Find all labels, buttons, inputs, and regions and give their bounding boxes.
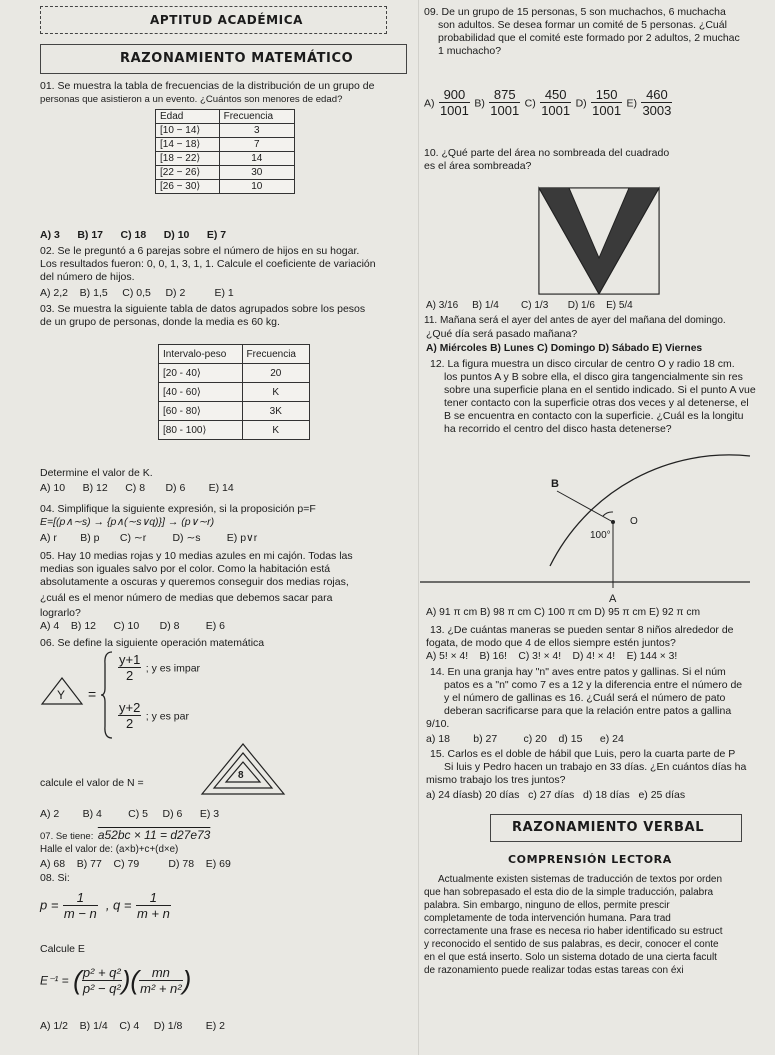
q06-equals: = [88, 686, 97, 702]
q08-p-num: 1 [63, 890, 98, 906]
q09-text2: son adultos. Se desea formar un comité de 5 personas. ¿Cuál [438, 19, 727, 31]
q03-row3-i: [60 - 80⟩ [159, 402, 243, 421]
q09-opt-c [540, 87, 571, 118]
q02-text3: del número de hijos. [40, 271, 135, 283]
comprension-header: COMPRENSIÓN LECTORA [508, 853, 672, 866]
q12-text4: tener contacto con la superficie otras dos veces y al detenerse, el [444, 397, 749, 409]
q03-col-frecuencia: Frecuencia [242, 345, 309, 364]
q02-options: A) 2,2 B) 1,5 C) 0,5 D) 2 E) 1 [40, 287, 234, 299]
q09-opt-c-num: 450 [540, 87, 571, 103]
q09-opt-a-label: A) [424, 97, 435, 110]
q08-q-den: m + n [136, 906, 170, 921]
verbal-line4: completamente de toda intervención humana. Para trad [424, 913, 671, 924]
q01-row1-f: 3 [219, 124, 294, 138]
q09-opt-a [439, 87, 470, 118]
q14-text4: deberan sacrificarse para que la relación entre patos a gallina [444, 705, 732, 717]
q06-case2-num: y+2 [119, 700, 141, 715]
q01-text2: personas que asistieron a un evento. ¿Cuántos son menores de edad? [40, 94, 343, 105]
q12-text5: B se encuentra en contacto con la superficie. ¿Cuál es la longitu [444, 410, 744, 422]
q06-case1 [118, 652, 200, 683]
q06-options: A) 2 B) 4 C) 5 D) 6 E) 3 [40, 808, 220, 820]
verbal-line1: Actualmente existen sistemas de traducción de textos por orden [438, 874, 723, 885]
q06-calc: calcule el valor de N = [40, 777, 144, 789]
q09-text4: 1 muchacho? [438, 45, 502, 57]
q01-row3-f: 14 [219, 152, 294, 166]
q08-e-expr: E⁻¹ = ( $\frac{\text{p² + q²}}{\text{p² − q²}}$ )( $\frac{mn}{\text{m² + n²}}$ ) [40, 965, 192, 996]
q14-text3: y el número de gallinas es 16. ¿Cuál será el número de pato [444, 692, 726, 704]
q12-text2: los puntos A y B sobre ella, el disco gira tangencialmente sin res [444, 371, 743, 383]
q13-text2: fogata, de modo que 4 de ellos siempre estén juntos? [426, 637, 676, 649]
q09-opt-c-label: C) [524, 97, 536, 110]
q12-angle: 100° [590, 530, 611, 541]
verbal-line8: de razonamiento puede realizar todas estas tareas con éxi [424, 965, 684, 976]
q11-text1: 11. Mañana será el ayer del antes de ayer del mañana del domingo. [424, 315, 726, 326]
q09-opt-c-den: 1001 [541, 103, 571, 118]
q03-row4-f: K [242, 421, 309, 440]
q07-line [40, 826, 210, 844]
q11-options: A) Miércoles B) Lunes C) Domingo D) Sábado E) Viernes [426, 343, 703, 354]
q03-text3: Determine el valor de K. [40, 467, 153, 479]
q12-text3: sobre una superficie plana en el sentido indicado. Si el punto A vue [444, 384, 756, 396]
q03-row3-f: 3K [242, 402, 309, 421]
razonamiento-header: RAZONAMIENTO MATEMÁTICO [120, 51, 354, 66]
q10-square-figure [537, 186, 661, 296]
q03-col-intervalo: Intervalo-peso [159, 345, 243, 364]
q09-opt-b-label: B) [474, 97, 485, 110]
q01-text1: 01. Se muestra la tabla de frecuencias de la distribución de un grupo de [40, 80, 375, 92]
q06-y-label: Y [57, 688, 66, 702]
q14-text2: patos es a "n" como 7 es a 12 y la diferencia entre el número de [444, 679, 743, 691]
verbal-line2: que han sobrepasado el esta dio de la simple traducción, palabra [424, 887, 714, 898]
q03-row1-i: [20 - 40⟩ [159, 364, 243, 383]
q06-text1: 06. Se define la siguiente operación matemática [40, 637, 265, 649]
verbal-header: RAZONAMIENTO VERBAL [512, 820, 705, 835]
q13-options: A) 5! × 4! B) 16! C) 3! × 4! D) 4! × 4! E) 144 × 3! [426, 651, 678, 662]
q14-text5: 9/10. [426, 718, 450, 730]
q09-opt-d-num: 150 [591, 87, 622, 103]
q01-row5-f: 10 [219, 180, 294, 194]
q09-opt-b-den: 1001 [490, 103, 520, 118]
column-divider [418, 0, 419, 1055]
q12-radius-ob [557, 491, 613, 522]
q08-e2-frac [139, 965, 183, 996]
q12-label-o: O [630, 516, 638, 527]
q08-calc: Calcule E [40, 943, 85, 955]
q12-label-b: B [551, 478, 559, 490]
q03-options: A) 10 B) 12 C) 8 D) 6 E) 14 [40, 482, 234, 494]
q08-text1: 08. Si: [40, 872, 70, 884]
q11-text2: ¿Qué día será pasado mañana? [426, 328, 578, 340]
q09-opt-d-den: 1001 [592, 103, 622, 118]
q06-brace-icon [100, 650, 114, 740]
q09-options [424, 87, 672, 118]
q10-text1: 10. ¿Qué parte del área no sombreada del cuadrado [424, 147, 670, 159]
q10-text2: es el área sombreada? [424, 160, 532, 172]
q04-text1: 04. Simplifique la siguiente expresión, si la proposición p=F [40, 503, 316, 515]
q08-pq-def: p = $\frac{1}{m - n}$ , q = $\frac{1}{m + n}$ [40, 890, 170, 921]
q06-case1-cond: ; y es impar [145, 662, 201, 675]
q15-options: a) 24 díasb) 20 días c) 27 días d) 18 días e) 25 días [426, 789, 686, 801]
q15-text3: mismo trabajo los tres juntos? [426, 774, 566, 786]
q06-case1-den: 2 [126, 668, 134, 683]
q03-row2-f: K [242, 383, 309, 402]
q12-label-a: A [609, 593, 617, 605]
q05-text4: ¿cuál es el menor número de medias que debemos sacar para [40, 592, 333, 604]
q09-opt-a-num: 900 [439, 87, 470, 103]
q10-options: A) 3/16 B) 1/4 C) 1/3 D) 1/6 E) 5/4 [426, 300, 633, 311]
q15-text2: Si luis y Pedro hacen un trabajo en 33 días. ¿En cuántos días ha [444, 761, 747, 773]
q08-q-num: 1 [136, 890, 171, 906]
q08-e2-num: mn [139, 965, 183, 981]
q03-row1-f: 20 [242, 364, 309, 383]
q06-nested-triangle [200, 742, 286, 796]
verbal-line3: palabra. Sin embargo, ninguno de ellos, permite prescir [424, 900, 670, 911]
q03-row2-i: [40 - 60⟩ [159, 383, 243, 402]
q12-disc-figure [420, 436, 770, 604]
q04-options: A) r B) p C) ∼r D) ∼s E) p∨r [40, 532, 258, 544]
q07-options: A) 68 B) 77 C) 79 D) 78 E) 69 [40, 858, 231, 870]
q03-weights-table [158, 344, 310, 440]
q06-case2-cond: ; y es par [145, 710, 189, 723]
q12-options: A) 91 π cm B) 98 π cm C) 100 π cm D) 95 π cm E) 92 π cm [426, 607, 701, 618]
q13-text1: 13. ¿De cuántas maneras se pueden sentar 8 niños alrededor de [430, 624, 734, 636]
q08-e-lhs: E⁻¹ = [40, 973, 69, 988]
q09-opt-a-den: 1001 [439, 103, 469, 118]
q08-e1-den: p² − q² [82, 981, 121, 996]
q01-row4-edad: [22 − 26⟩ [156, 166, 220, 180]
q06-case1-frac [118, 652, 141, 683]
q01-options: A) 3 B) 17 C) 18 D) 10 E) 7 [40, 229, 227, 241]
q04-expr: E=[(p∧∼s) → {p∧(∼s∨q)}] → (p∨∼r) [40, 516, 215, 528]
q12-disc-arc [550, 455, 750, 566]
q09-opt-b [489, 87, 520, 118]
q07-text2: Halle el valor de: (a×b)+c+(d×e) [40, 844, 179, 855]
q12-text1: 12. La figura muestra un disco circular de centro O y radio 18 cm. [430, 358, 735, 370]
q03-row4-i: [80 - 100⟩ [159, 421, 243, 440]
q08-p-den: m − n [63, 906, 97, 921]
q07-expr: a52bc × 11 = d27e73 [97, 828, 211, 842]
q01-row1-edad: [10 − 14⟩ [156, 124, 220, 138]
q01-row2-edad: [14 − 18⟩ [156, 138, 220, 152]
q03-text2: de un grupo de personas, donde la media es 60 kg. [40, 316, 280, 328]
q09-text3: probabilidad que el comité este formado por 2 adultos, 2 muchac [438, 32, 740, 44]
q02-text1: 02. Se le preguntó a 6 parejas sobre el número de hijos en su hogar. [40, 245, 360, 257]
q06-inner-number: 8 [238, 770, 244, 781]
q01-frequency-table [155, 109, 295, 194]
q14-text1: 14. En una granja hay "n" aves entre patos y gallinas. Si el núm [430, 666, 726, 678]
verbal-line5: correctamente una frase es necesa rio haber identificado su estruct [424, 926, 723, 937]
q08-e1-num: p² + q² [82, 965, 121, 980]
q07-text1: 07. Se tiene: [40, 831, 94, 842]
verbal-line6: y reconocido el sentido de sus palabras, es decir, conocer el conte [424, 939, 719, 950]
q02-text2: Los resultados fueron: 0, 0, 1, 3, 1, 1. Calcule el coeficiente de variación [40, 258, 376, 270]
q05-options: A) 4 B) 12 C) 10 D) 8 E) 6 [40, 620, 225, 632]
q03-text1: 03. Se muestra la siguiente tabla de datos agrupados sobre los pesos [40, 303, 366, 315]
q08-e2-den: m² + n² [140, 981, 182, 996]
q05-text3: absolutamente a oscuras y queremos conseguir dos medias rojas, [40, 576, 349, 588]
q01-col-frecuencia: Frecuencia [219, 110, 294, 124]
q01-col-edad: Edad [156, 110, 220, 124]
q14-options: a) 18 b) 27 c) 20 d) 15 e) 24 [426, 733, 624, 745]
q05-text2: medias son iguales salvo por el color. Como la habitación está [40, 563, 331, 575]
q06-case1-num: y+1 [119, 652, 141, 667]
q01-row2-f: 7 [219, 138, 294, 152]
verbal-line7: en el que está inserto. Solo un sistema dotado de una cierta facult [424, 952, 717, 963]
q09-opt-e-num: 460 [641, 87, 672, 103]
q06-case2-frac [118, 700, 141, 731]
q05-text1: 05. Hay 10 medias rojas y 10 medias azules en mi cajón. Todas las [40, 550, 353, 562]
q12-text6: ha recorrido el centro del disco hasta detenerse? [444, 423, 672, 435]
aptitud-header: APTITUD ACADÉMICA [150, 13, 304, 27]
q06-case2 [118, 700, 189, 731]
q09-opt-e-label: E) [626, 97, 637, 110]
q08-options: A) 1/2 B) 1/4 C) 4 D) 1/8 E) 2 [40, 1020, 225, 1032]
q09-text1: 09. De un grupo de 15 personas, 5 son muchachos, 6 muchacha [424, 6, 726, 18]
q08-p-frac [63, 890, 98, 921]
q09-opt-e-den: 3003 [642, 103, 672, 118]
q09-opt-b-num: 875 [489, 87, 520, 103]
q06-case2-den: 2 [126, 716, 134, 731]
q08-e1-frac [82, 965, 122, 996]
q05-text5: lograrlo? [40, 607, 81, 619]
q09-opt-d [591, 87, 622, 118]
q01-row5-edad: [26 − 30⟩ [156, 180, 220, 194]
q01-row3-edad: [18 − 22⟩ [156, 152, 220, 166]
q09-opt-e [641, 87, 672, 118]
q09-opt-d-label: D) [575, 97, 587, 110]
q12-center-dot [611, 520, 615, 524]
q08-q-frac [136, 890, 171, 921]
q15-text1: 15. Carlos es el doble de hábil que Luis, pero la cuarta parte de P [430, 748, 736, 760]
q01-row4-f: 30 [219, 166, 294, 180]
